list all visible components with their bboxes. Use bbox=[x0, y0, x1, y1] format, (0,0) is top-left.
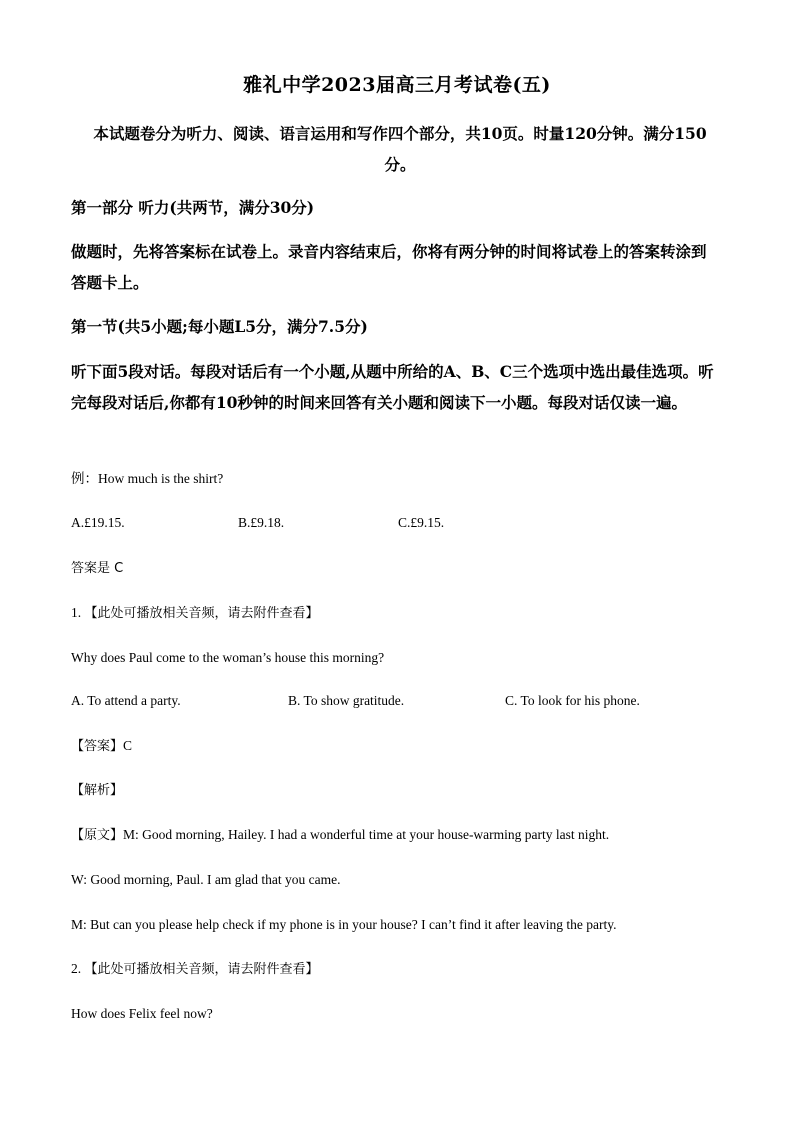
q1-transcript-line-3: M: But can you please help check if my phone is in your house? I can’t find it after leaving the party. bbox=[71, 917, 617, 932]
example-option-a: A.£19.15. bbox=[71, 515, 125, 530]
audio-note: 【此处可播放相关音频，请去附件查看】 bbox=[84, 962, 319, 977]
page-title: 雅礼中学2023届高三月考试卷(五) bbox=[243, 74, 551, 96]
question-number: 1. bbox=[71, 605, 82, 620]
q1-option-c: C. To look for his phone. bbox=[505, 693, 640, 708]
answer-label: 【答案】 bbox=[71, 739, 124, 754]
question-number: 2. bbox=[71, 961, 82, 976]
transcript-text: M: Good morning, Hailey. I had a wonderful time at your house-warming party last night. bbox=[123, 827, 610, 842]
q1-option-b: B. To show gratitude. bbox=[288, 693, 405, 708]
transcript-label: 【原文】 bbox=[71, 828, 124, 843]
q1-transcript-line-2: W: Good morning, Paul. I am glad that you came. bbox=[71, 872, 341, 887]
question-1-header bbox=[71, 604, 731, 623]
q1-transcript-line-1 bbox=[71, 826, 731, 845]
instructions-paragraph: 做题时，先将答案标在试卷上。录音内容结束后，你将有两分钟的时间将试卷上的答案转涂到答题卡上。 bbox=[71, 242, 707, 292]
section1-instructions: 听下面5段对话。每段对话后有一个小题,从题中所给的A、B、C三个选项中选出最佳选项。听完每段对话后,你都有10秒钟的时间来回答有关小题和阅读下一小题。每段对话仅读一遍。 bbox=[71, 362, 714, 412]
q1-answer bbox=[71, 737, 731, 756]
example-question: 例：How much is the shirt? bbox=[71, 471, 224, 486]
answer-value: C bbox=[123, 738, 133, 753]
question-2-header bbox=[71, 960, 731, 979]
audio-note: 【此处可播放相关音频，请去附件查看】 bbox=[84, 606, 319, 621]
question-2-text: How does Felix feel now? bbox=[71, 1006, 213, 1021]
q1-analysis-label: 【解析】 bbox=[71, 783, 124, 798]
intro-paragraph: 本试题卷分为听力、阅读、语言运用和写作四个部分，共10页。时量120分钟。满分150分。 bbox=[93, 124, 707, 174]
example-answer: 答案是 C bbox=[71, 561, 124, 576]
example-option-c: C.£9.15. bbox=[398, 515, 445, 530]
example-option-b: B.£9.18. bbox=[238, 515, 285, 530]
q1-option-a: A. To attend a party. bbox=[71, 693, 181, 708]
question-1-text: Why does Paul come to the woman’s house this morning? bbox=[71, 650, 385, 665]
section1-heading: 第一节(共5小题;每小题L5分，满分7.5分) bbox=[71, 317, 368, 336]
part1-heading: 第一部分 听力(共两节，满分30分) bbox=[71, 198, 315, 217]
